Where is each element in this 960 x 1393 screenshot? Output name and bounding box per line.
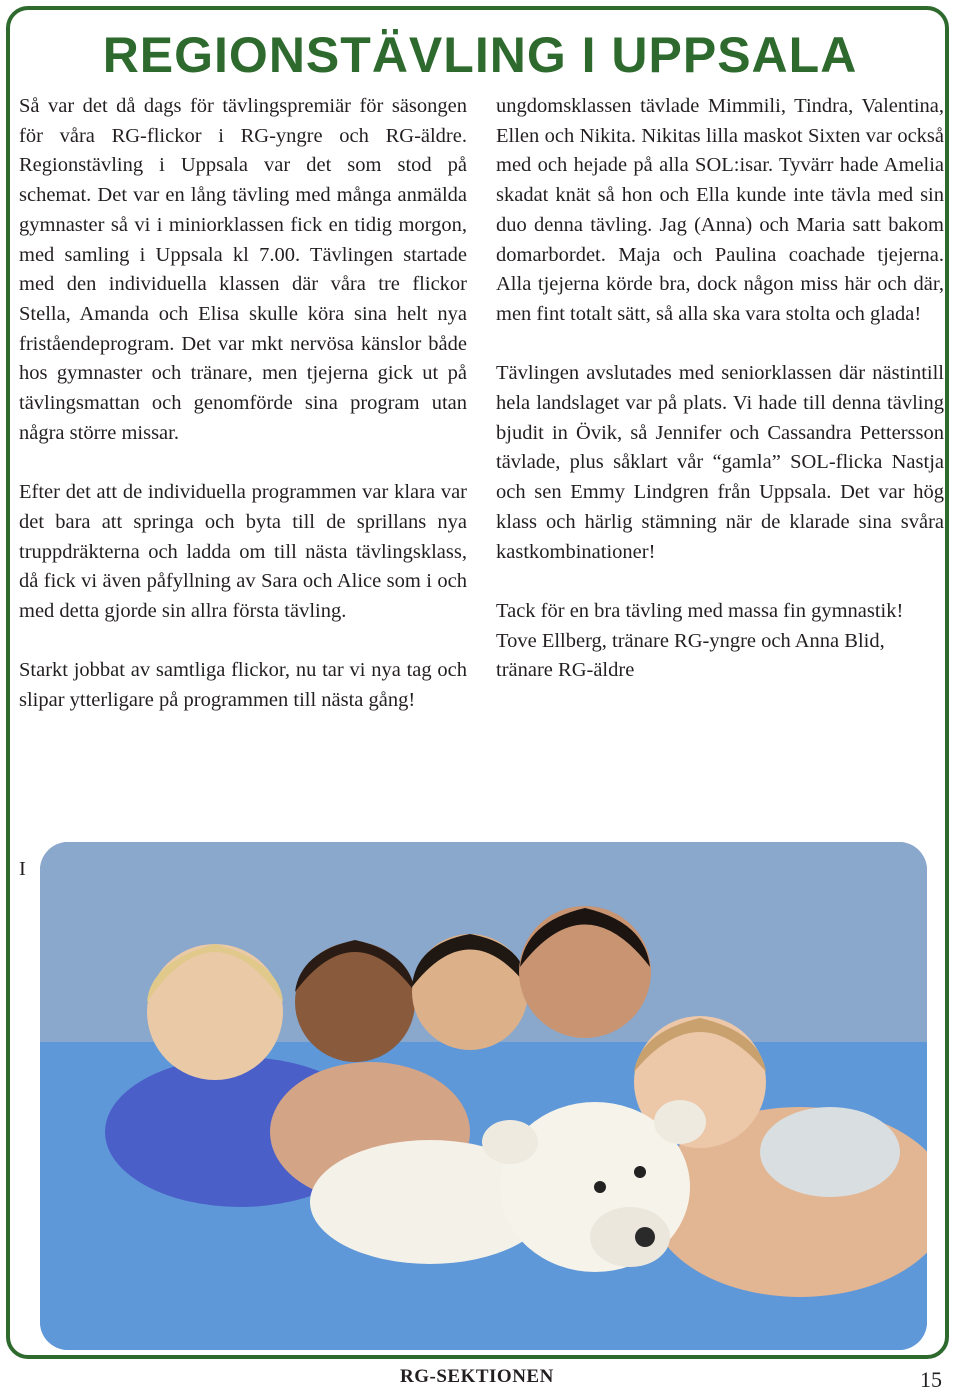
article-title: REGIONSTÄVLING I UPPSALA <box>102 27 858 83</box>
paragraph: Efter det att de individuella programmen var klara var det bara att springa och byta till de sprillans nya truppdräkterna och ladda om till nästa tävlingsklass, då fick vi även påfyllning av Sara och Alice som i och med detta gjorde sin allra första tävling. <box>19 481 467 622</box>
paragraph: ungdomsklassen tävlade Mimmili, Tindra, Valentina, Ellen och Nikita. Nikitas lilla maskot Sixten var också med och hejade på alla SOL:isar. Tyvärr hade Amelia skadat knät så hon och Ella kunde inte tävla med sin duo denna tävling. Jag (Anna) och Maria satt bakom domarbordet. Maja och Paulina coachade tjejerna. Alla tjejerna körde bra, dock någon miss här och där, men fint totalt sätt, så alla ska vara stolta och glada! <box>496 95 944 325</box>
right-text-column <box>496 92 944 686</box>
left-text-column <box>19 92 467 716</box>
paragraph: Så var det då dags för tävlingspremiär för säsongen för våra RG-flickor i RG-yngre och RG-äldre. Regionstävling i Uppsala var det som stod på schemat. Det var en lång tävling med många anmälda gymnaster så vi i miniorklassen fick en tidig morgon, med samling i Uppsala kl 7.00. Tävlingen startade med den individuella klassen där våra tre flickor Stella, Amanda och Elisa skulle köra sina helt nya friståendeprogram. Det var mkt nervösa känslor både hos gymnaster och tränare, men tjejerna gick ut på tävlingsmattan och genomförde sina program utan några större missar. <box>19 95 467 444</box>
page-number: 15 <box>920 1367 942 1392</box>
signature-paragraph: Tove Ellberg, tränare RG-yngre och Anna Blid, tränare RG-äldre <box>496 629 885 682</box>
team-photo <box>40 842 927 1350</box>
team-photo-illustration <box>40 842 927 1350</box>
stray-letter: I <box>19 858 26 880</box>
gymnast-4 <box>519 906 651 1038</box>
gymnast-3 <box>412 934 528 1050</box>
section-label: RG-SEKTIONEN <box>400 1366 554 1387</box>
paragraph: Tävlingen avslutades med seniorklassen där nästintill hela landslaget var på plats. Vi hade till denna tävling bjudit in Övik, så Jennifer och Cassandra Pettersson tävlade, plus såklart vår “gamla” SOL-flicka Nastja och sen Emmy Lindgren från Uppsala. Det var hög klass och härlig stämning när de klarade sina svåra kastkombinationer! <box>496 362 944 563</box>
paragraph: Tack för en bra tävling med massa fin gymnastik! <box>496 599 904 622</box>
paragraph: Starkt jobbat av samtliga flickor, nu tar vi nya tag och slipar ytterligare på programmen till nästa gång! <box>19 659 467 712</box>
